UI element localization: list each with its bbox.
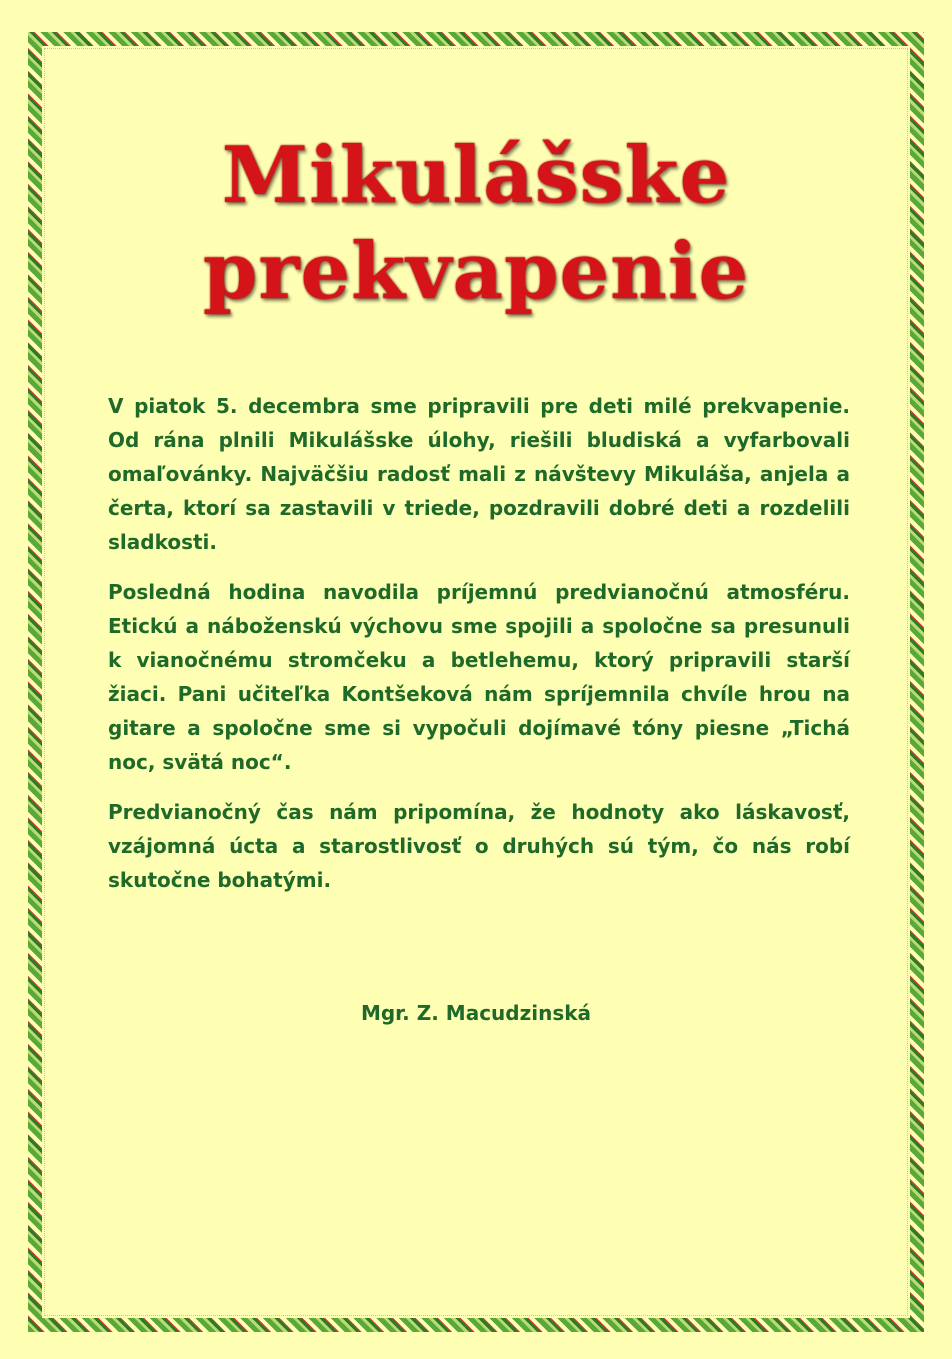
title-line-2: prekvapenie xyxy=(202,226,750,317)
paragraph-3: Predvianočný čas nám pripomína, že hodnoty ako láskavosť, vzájomná úcta a starostlivosť o druhých sú tým, čo nás robí skutočne bohatými. xyxy=(108,800,850,892)
document-body xyxy=(108,389,850,913)
paragraph-1: V piatok 5. decembra sme pripravili pre deti milé prekvapenie. Od rána plnili Mikulášske úlohy, riešili bludiská a vyfarbovali omaľovánky. Najväčšiu radosť mali z návštevy Mikuláša, anjela a čerta, ktorí sa zastavili v triede, pozdravili dobré deti a rozdelili sladkosti. xyxy=(108,394,850,554)
title-line-1: Mikulášske xyxy=(221,130,731,221)
paragraph-2: Posledná hodina navodila príjemnú predvianočnú atmosféru. Etickú a náboženskú výchovu sme spojili a spoločne sa presunuli k vianočnému stromčeku a betlehemu, ktorý pripravili starší žiaci. Pani učiteľka Kontšeková nám spríjemnila chvíle hrou na gitare a spoločne sme si vypočuli dojímavé tóny piesne „Tichá noc, svätá noc“. xyxy=(108,580,850,774)
document-title xyxy=(0,128,952,320)
signature: Mgr. Z. Macudzinská xyxy=(360,1001,592,1025)
